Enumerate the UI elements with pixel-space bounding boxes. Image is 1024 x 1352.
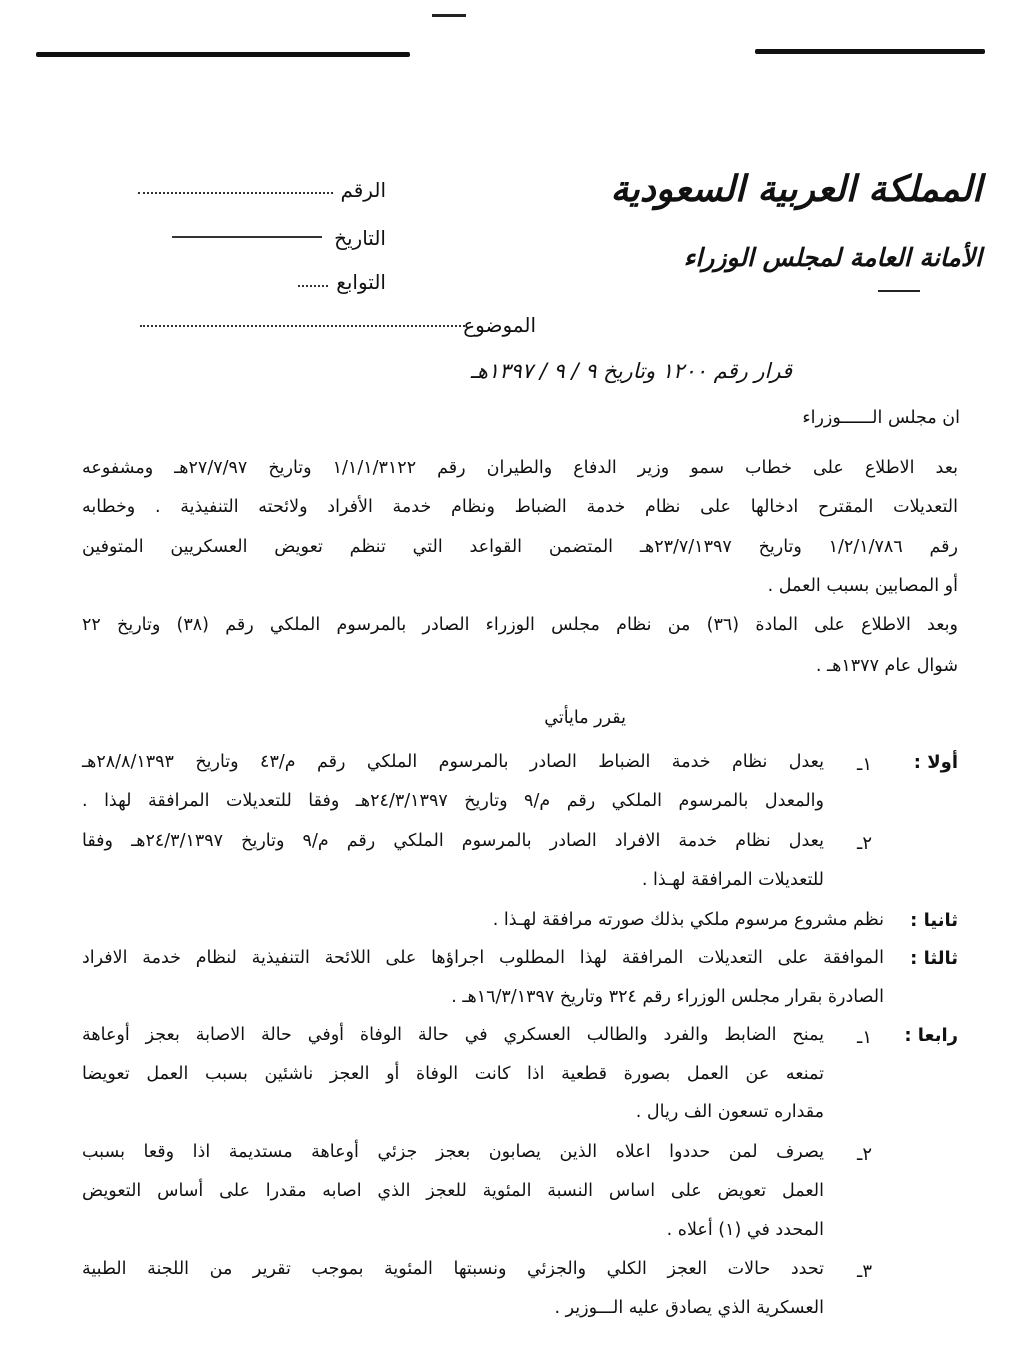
top-center-mark <box>432 14 466 17</box>
letterhead-underline <box>878 290 920 292</box>
number-field[interactable] <box>138 192 333 194</box>
paragraph1-line-1: بعد الاطلاع على خطاب سمو وزير الدفاع والطيران رقم ١/١/١/٣١٢٢ وتاريخ ٢٧/٧/٩٧هـ ومشفوعه <box>82 458 959 478</box>
first-item2-number: ٢ـ <box>857 833 872 854</box>
fourth-item1-line-2: تمنعه عن العمل بصورة قطعية اذا كانت الوفاة أو العجز ناشئين بسبب العمل تعويضا <box>82 1064 824 1084</box>
fourth-item1-line-3: مقداره تسعون الف ريال . <box>635 1102 824 1122</box>
fourth-item1-line-1: يمنح الضابط والفرد والطالب العسكري في حالة الوفاة أوفي حالة الاصابة بعجز أوعاهة <box>82 1025 824 1045</box>
fourth-item2-line-1: يصرف لمن حددوا اعلاه الذين يصابون بعجز جزئي أوعاهة مستديمة اذا وقعا بسبب <box>82 1142 824 1162</box>
first-label: أولا : <box>913 752 958 773</box>
first-item1-line-1: يعدل نظام خدمة الضباط الصادر بالمرسوم الملكي رقم م/٤٣ وتاريخ ٢٨/٨/١٣٩٣هـ <box>82 752 824 772</box>
first-item1-number: ١ـ <box>857 754 872 775</box>
third-label: ثالثا : <box>910 948 958 969</box>
attachments-field[interactable] <box>298 285 328 287</box>
subject-field[interactable] <box>140 325 465 327</box>
fourth-label: رابعا : <box>904 1025 958 1046</box>
decides-heading: يقرر مايأتي <box>544 708 626 728</box>
fourth-item1-number: ١ـ <box>857 1027 872 1048</box>
paragraph2-line-1: وبعد الاطلاع على المادة (٣٦) من نظام مجلس الوزراء الصادر بالمرسوم الملكي رقم (٣٨) وتاريخ ٢٢ <box>82 615 959 635</box>
attachments-label: التوابع <box>336 270 386 294</box>
paragraph1-line-3: رقم ١/٢/١/٧٨٦ وتاريخ ٢٣/٧/١٣٩٧هـ المتضمن القواعد التي تنظم تعويض العسكريين المتوفين <box>82 537 958 557</box>
council-heading: ان مجلس الــــــوزراء <box>802 408 960 428</box>
number-label: الرقم <box>340 178 386 202</box>
paragraph1-line-2: التعديلات المقترح ادخالها على نظام خدمة الضباط ونظام خدمة الأفراد ولائحته التنفيذية . وخطابه <box>82 497 958 517</box>
fourth-item3-number: ٣ـ <box>857 1261 872 1282</box>
third-line-1: الموافقة على التعديلات المرافقة لهذا المطلوب اجراؤها على اللائحة التنفيذية لنظام خدمة الافراد <box>82 948 884 968</box>
date-label: التاريخ <box>334 226 386 250</box>
fourth-item2-number: ٢ـ <box>857 1144 872 1165</box>
third-line-2: الصادرة بقرار مجلس الوزراء رقم ٣٢٤ وتاريخ ١٦/٣/١٣٩٧هـ . <box>451 987 884 1007</box>
subject-label: الموضوع <box>463 313 536 337</box>
second-label: ثانيا : <box>910 910 958 931</box>
fourth-item3-line-1: تحدد حالات العجز الكلي والجزئي ونسبتها المئوية بموجب تقرير من اللجنة الطبية <box>82 1259 824 1279</box>
header-rule-left <box>36 52 410 57</box>
first-item1-line-2: والمعدل بالمرسوم الملكي رقم م/٩ وتاريخ ٢٤/٣/١٣٩٧هـ وفقا للتعديلات المرافقة لهذا . <box>82 791 824 811</box>
first-item2-line-2: للتعديلات المرافقة لهـذا . <box>641 870 824 890</box>
fourth-item3-line-2: العسكرية الذي يصادق عليه الـــوزير . <box>554 1298 824 1318</box>
first-item2-line-1: يعدل نظام خدمة الافراد الصادر بالمرسوم الملكي رقم م/٩ وتاريخ ٢٤/٣/١٣٩٧هـ وفقا <box>82 831 824 851</box>
letterhead-kingdom: المملكة العربية السعودية <box>610 168 982 210</box>
fourth-item2-line-2: العمل تعويض على اساس النسبة المئوية للعجز الذي اصابه مقدرا على أساس التعويض <box>82 1181 824 1201</box>
paragraph1-line-4: أو المصابين بسبب العمل . <box>767 576 958 596</box>
paragraph2-line-2: شوال عام ١٣٧٧هـ . <box>815 656 958 676</box>
decision-line: قرار رقم ١٢٠٠ وتاريخ ٩ / ٩ / ١٣٩٧هـ <box>470 359 792 383</box>
fourth-item2-line-3: المحدد في (١) أعلاه . <box>666 1220 824 1240</box>
date-field[interactable] <box>172 236 322 238</box>
header-rule-right <box>755 49 985 54</box>
letterhead-office: الأمانة العامة لمجلس الوزراء <box>683 243 982 272</box>
second-line-1: نظم مشروع مرسوم ملكي بذلك صورته مرافقة لهـذا . <box>492 910 884 930</box>
